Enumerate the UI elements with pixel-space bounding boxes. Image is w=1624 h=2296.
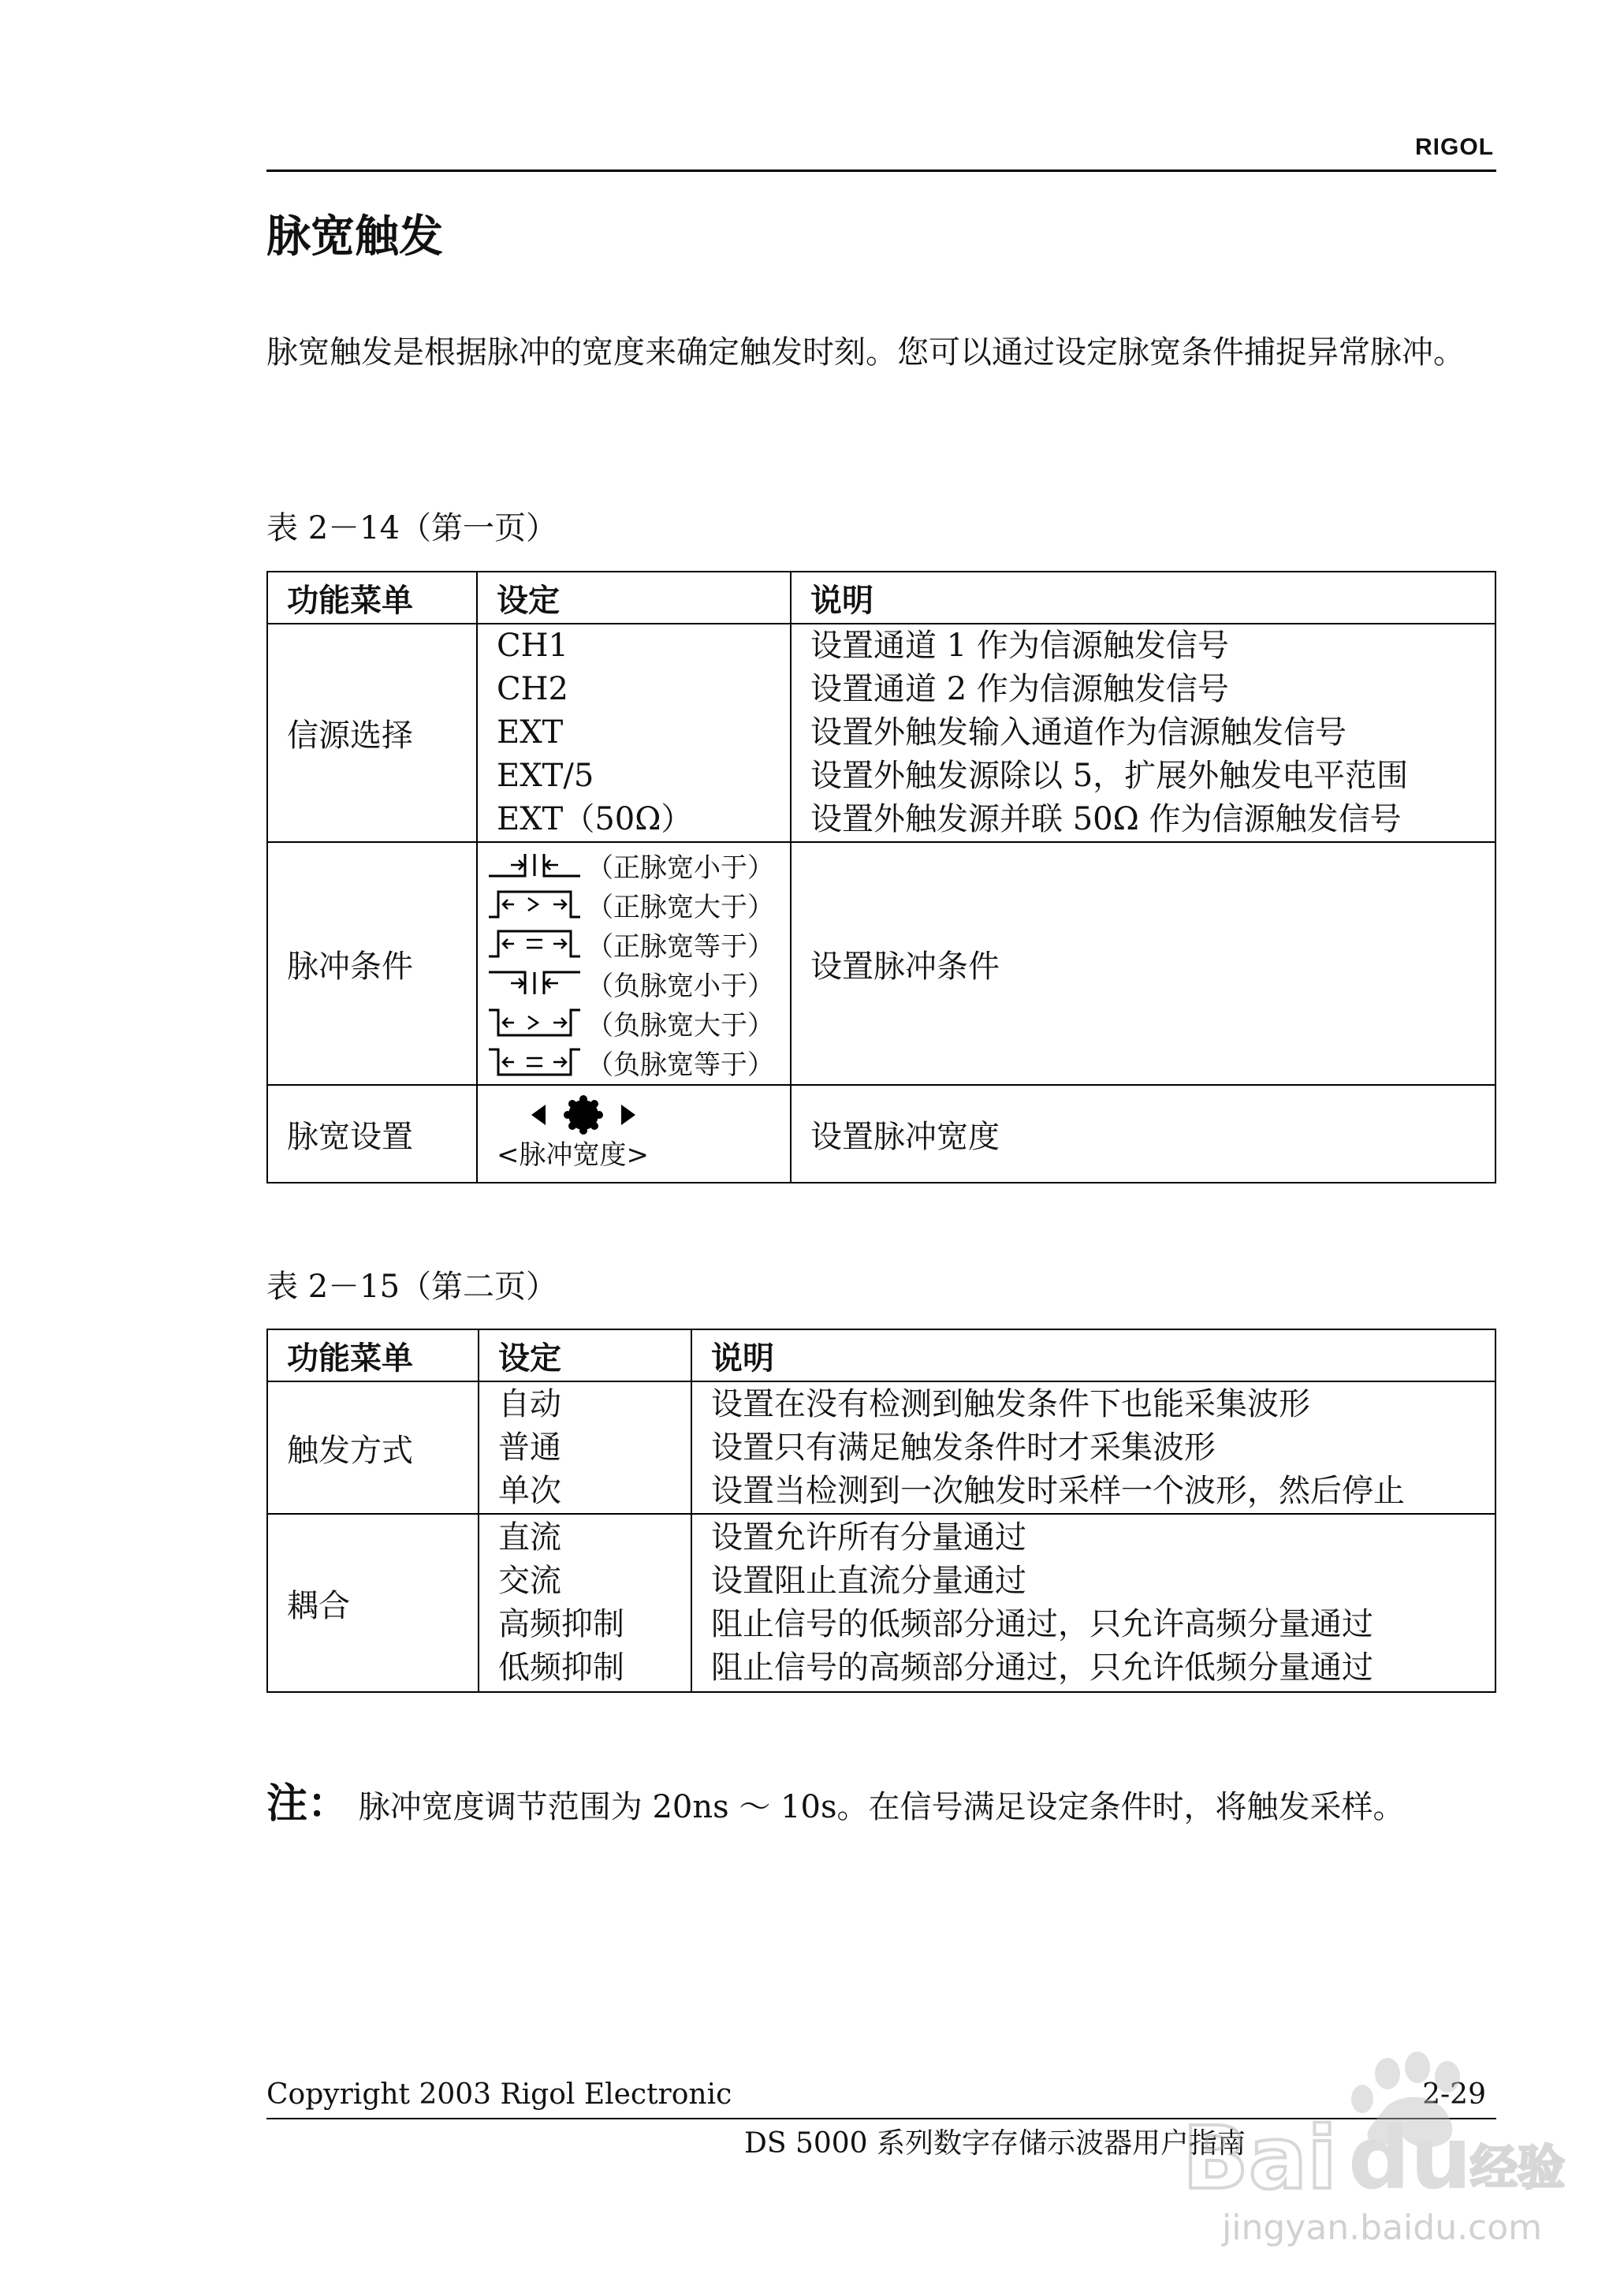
table2-header-row	[267, 1329, 1495, 1381]
pulse-condition-label: （正脉宽小于）	[587, 852, 774, 884]
pulse-condition-label: （正脉宽大于）	[587, 891, 774, 923]
table1-header-menu: 功能菜单	[267, 572, 477, 624]
setting-cell	[479, 1381, 691, 1514]
table1-caption: 表 2－14（第一页）	[266, 510, 558, 546]
pulse-condition-item	[487, 885, 790, 924]
setting-cell	[477, 1085, 791, 1183]
pulse-condition-label: （负脉宽大于）	[587, 1009, 774, 1042]
copyright: Copyright 2003 Rigol Electronic	[266, 2078, 732, 2111]
header-rule	[266, 170, 1496, 172]
description-item: 设置当检测到一次触发时采样一个波形，然后停止	[711, 1472, 1405, 1509]
pulse-condition-item	[487, 1042, 790, 1082]
table2-header-desc: 说明	[691, 1329, 1495, 1381]
positive-pulse-equal-icon	[487, 926, 582, 961]
setting-item: 单次	[498, 1472, 561, 1509]
description-item: 设置允许所有分量通过	[711, 1519, 1026, 1556]
intro-paragraph: 脉宽触发是根据脉冲的宽度来确定触发时刻。您可以通过设定脉宽条件捕捉异常脉冲。	[266, 334, 1465, 371]
table2-header-menu: 功能菜单	[267, 1329, 479, 1381]
table2-header-setting: 设定	[479, 1329, 691, 1381]
setting-item: 普通	[498, 1429, 561, 1466]
description-cell	[791, 624, 1495, 842]
menu-cell: 脉冲条件	[267, 842, 477, 1085]
description-item: 阻止信号的低频部分通过，只允许高频分量通过	[711, 1606, 1373, 1642]
pulse-condition-label: （正脉宽等于）	[587, 930, 774, 963]
negative-pulse-equal-icon	[487, 1045, 582, 1079]
description-item: 设置外触发源除以 5，扩展外触发电平范围	[810, 758, 1409, 794]
setting-cell	[479, 1514, 691, 1692]
note-text: 脉冲宽度调节范围为 20ns ～ 10s。在信号满足设定条件时，将触发采样。	[358, 1789, 1405, 1825]
svg-text:du: du	[1348, 2108, 1473, 2208]
setting-item: EXT/5	[497, 758, 594, 794]
setting-item: 直流	[498, 1519, 561, 1556]
pulse-condition-item	[487, 845, 790, 885]
table-row	[267, 842, 1495, 1085]
setting-cell	[477, 842, 791, 1085]
description-item: 设置只有满足触发条件时才采集波形	[711, 1429, 1216, 1466]
table-row	[267, 1085, 1495, 1183]
description-item: 阻止信号的高频部分通过，只允许低频分量通过	[711, 1649, 1373, 1686]
description-cell	[691, 1381, 1495, 1514]
page-title: 脉宽触发	[266, 211, 443, 263]
table1-header-setting: 设定	[477, 572, 791, 624]
description-item: 设置通道 2 作为信源触发信号	[810, 671, 1229, 707]
setting-item: 交流	[498, 1563, 561, 1599]
setting-item: 自动	[498, 1385, 561, 1422]
menu-cell: 耦合	[267, 1514, 479, 1692]
setting-item: 低频抑制	[498, 1649, 624, 1686]
brand-logo: RIGOL	[1415, 134, 1494, 160]
menu-cell: 脉宽设置	[267, 1085, 477, 1183]
page-number: 2-29	[1422, 2078, 1486, 2111]
svg-text:Bai: Bai	[1183, 2108, 1337, 2208]
note	[266, 1770, 1405, 1829]
setting-item: CH2	[497, 671, 568, 707]
description-item: 设置外触发源并联 50Ω 作为信源触发信号	[810, 801, 1402, 837]
table1-header-desc: 说明	[791, 572, 1495, 624]
description-cell	[691, 1514, 1495, 1692]
description-item: 设置通道 1 作为信源触发信号	[810, 628, 1229, 664]
setting-cell	[477, 624, 791, 842]
pulse-condition-label: （负脉宽等于）	[587, 1049, 774, 1081]
setting-item: 高频抑制	[498, 1606, 624, 1642]
pulse-condition-item	[487, 964, 790, 1003]
setting-item: EXT（50Ω）	[497, 801, 693, 837]
menu-cell: 信源选择	[267, 624, 477, 842]
menu-cell: 触发方式	[267, 1381, 479, 1514]
positive-pulse-less-than-icon	[487, 848, 582, 882]
description-cell: 设置脉冲宽度	[791, 1085, 1495, 1183]
table1-header-row	[267, 572, 1495, 624]
pulse-condition-item	[487, 924, 790, 964]
watermark-url: jingyan.baidu.com	[1222, 2208, 1543, 2248]
table-row	[267, 624, 1495, 842]
baidu-paw-logo-icon	[1151, 2050, 1592, 2208]
setting-item: EXT	[497, 714, 564, 751]
positive-pulse-greater-than-icon	[487, 887, 582, 922]
negative-pulse-greater-than-icon	[487, 1005, 582, 1040]
rotary-knob-icon	[528, 1095, 639, 1135]
description-item: 设置外触发输入通道作为信源触发信号	[810, 714, 1347, 751]
baidu-watermark	[1151, 2050, 1592, 2279]
setting-item: CH1	[497, 628, 568, 664]
description-cell: 设置脉冲条件	[791, 842, 1495, 1085]
table2	[266, 1329, 1496, 1693]
table1	[266, 571, 1496, 1183]
pulse-condition-label: （负脉宽小于）	[587, 970, 774, 1002]
svg-text:经验: 经验	[1470, 2141, 1565, 2196]
description-item: 设置在没有检测到触发条件下也能采集波形	[711, 1385, 1310, 1422]
negative-pulse-less-than-icon	[487, 966, 582, 1001]
pulse-width-setting: <脉冲宽度>	[497, 1139, 649, 1171]
table2-caption: 表 2－15（第二页）	[266, 1269, 558, 1305]
table-row	[267, 1514, 1495, 1692]
note-label: 注：	[266, 1780, 349, 1828]
description-item: 设置阻止直流分量通过	[711, 1563, 1026, 1599]
footer-guide-title: DS 5000 系列数字存储示波器用户指南	[743, 2127, 1246, 2160]
pulse-condition-item	[487, 1003, 790, 1042]
table-row	[267, 1381, 1495, 1514]
